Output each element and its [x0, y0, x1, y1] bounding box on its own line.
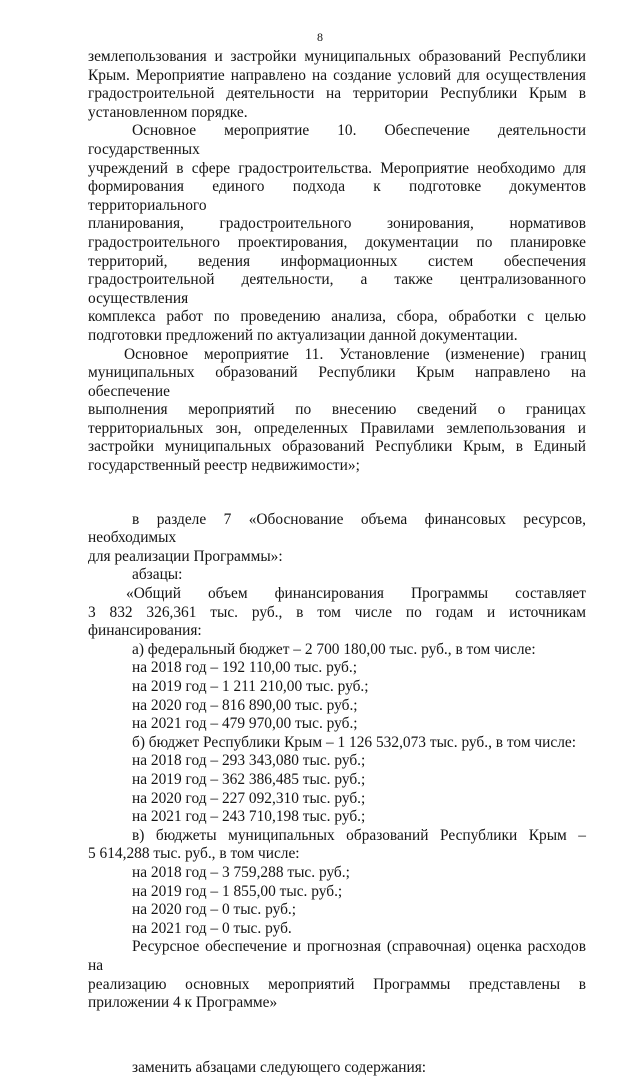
- text-line: Ресурсное обеспечение и прогнозная (справочная) оценка расходов на: [88, 938, 586, 974]
- text-line: «Общий объем финансирования Программы составляет: [126, 585, 586, 603]
- federal-budget-block: [88, 641, 586, 734]
- paragraph-zemlepolzovanie: [88, 48, 586, 122]
- year-line: на 2020 год – 227 092,310 тыс. руб.;: [132, 789, 366, 807]
- text-line: градостроительной деятельности на территории Республики Крым в: [88, 85, 586, 103]
- municipal-budget-block: [88, 827, 586, 939]
- text-line: 3 832 326,361 тыс. руб., в том числе по годам и источникам финансирования:: [88, 603, 586, 640]
- paragraph-total-financing: [88, 585, 586, 641]
- abzacy-label: абзацы:: [132, 566, 183, 584]
- text-line: в разделе 7 «Обоснование объема финансовых ресурсов, необходимых: [88, 510, 586, 547]
- year-line: на 2018 год – 3 759,288 тыс. руб.;: [132, 863, 350, 881]
- budget-title: а) федеральный бюджет – 2 700 180,00 тыс. руб., в том числе:: [132, 640, 536, 658]
- paragraph-measure-10: [88, 122, 586, 345]
- budget-title: б) бюджет Республики Крым – 1 126 532,073 тыс. руб., в том числе:: [132, 733, 577, 751]
- year-line: на 2021 год – 0 тыс. руб.: [132, 919, 292, 937]
- text-line: учреждений в сфере градостроительства. Мероприятие необходимо для: [88, 159, 586, 177]
- year-line: на 2019 год – 362 386,485 тыс. руб.;: [132, 770, 366, 788]
- spacer: [88, 1013, 586, 1059]
- text-line: территорий, ведения информационных систем обеспечения: [88, 252, 586, 270]
- budget-title: 5 614,288 тыс. руб., в том числе:: [88, 845, 300, 863]
- paragraph-resource: [88, 938, 586, 1012]
- text-line: Основное мероприятие 10. Обеспечение деятельности государственных: [88, 122, 586, 158]
- document-body: [88, 48, 586, 1077]
- year-line: на 2021 год – 243 710,198 тыс. руб.;: [132, 808, 366, 826]
- text-line: градостроительной деятельности, а также централизованного осуществления: [88, 271, 586, 307]
- text-line: землепользования и застройки муниципальных образований Республики: [88, 48, 586, 65]
- paragraph-measure-11: [88, 346, 586, 476]
- year-line: на 2018 год – 192 110,00 тыс. руб.;: [132, 659, 358, 677]
- text-line: формирования единого подхода к подготовке документов территориального: [88, 178, 586, 214]
- year-line: на 2020 год – 816 890,00 тыс. руб.;: [132, 696, 358, 714]
- replace-instruction: заменить абзацами следующего содержания:: [132, 1058, 427, 1076]
- text-line: комплекса работ по проведению анализа, сбора, обработки с целью: [88, 308, 586, 326]
- page-number: 8: [317, 30, 323, 44]
- spacer: [88, 476, 586, 511]
- text-line: выполнения мероприятий по внесению сведений о границах: [88, 401, 586, 419]
- text-line: градостроительного проектирования, документации по планировке: [88, 233, 586, 251]
- year-line: на 2019 год – 1 855,00 тыс. руб.;: [132, 882, 343, 900]
- year-line: на 2019 год – 1 211 210,00 тыс. руб.;: [132, 678, 369, 695]
- year-line: на 2021 год – 479 970,00 тыс. руб.;: [132, 715, 358, 733]
- text-line: для реализации Программы»:: [88, 547, 283, 565]
- text-line: территориальных зон, определенных Правилами землепользования и: [88, 419, 586, 437]
- text-line: подготовки предложений по актуализации данной документации.: [88, 326, 518, 344]
- text-line: установленном порядке.: [88, 103, 248, 121]
- paragraph-section-7: [88, 511, 586, 567]
- text-line: государственный реестр недвижимости»;: [88, 457, 360, 475]
- text-line: приложении 4 к Программе»: [88, 994, 278, 1012]
- text-line: застройки муниципальных образований Республики Крым, в Единый: [88, 438, 586, 456]
- year-line: на 2020 год – 0 тыс. руб.;: [132, 901, 297, 919]
- text-line: муниципальных образований Республики Крым направлено на обеспечение: [88, 364, 586, 400]
- text-line: планирования, градостроительного зонирования, нормативов: [88, 215, 586, 233]
- crimea-budget-block: [88, 734, 586, 827]
- text-line: реализацию основных мероприятий Программы представлены в: [88, 975, 586, 993]
- text-line: Крым. Мероприятие направлено на создание условий для осуществления: [88, 66, 586, 84]
- year-line: на 2018 год – 293 343,080 тыс. руб.;: [132, 752, 366, 770]
- text-line: Основное мероприятие 11. Установление (изменение) границ: [124, 345, 586, 363]
- budget-title: в) бюджеты муниципальных образований Республики Крым –: [132, 826, 586, 844]
